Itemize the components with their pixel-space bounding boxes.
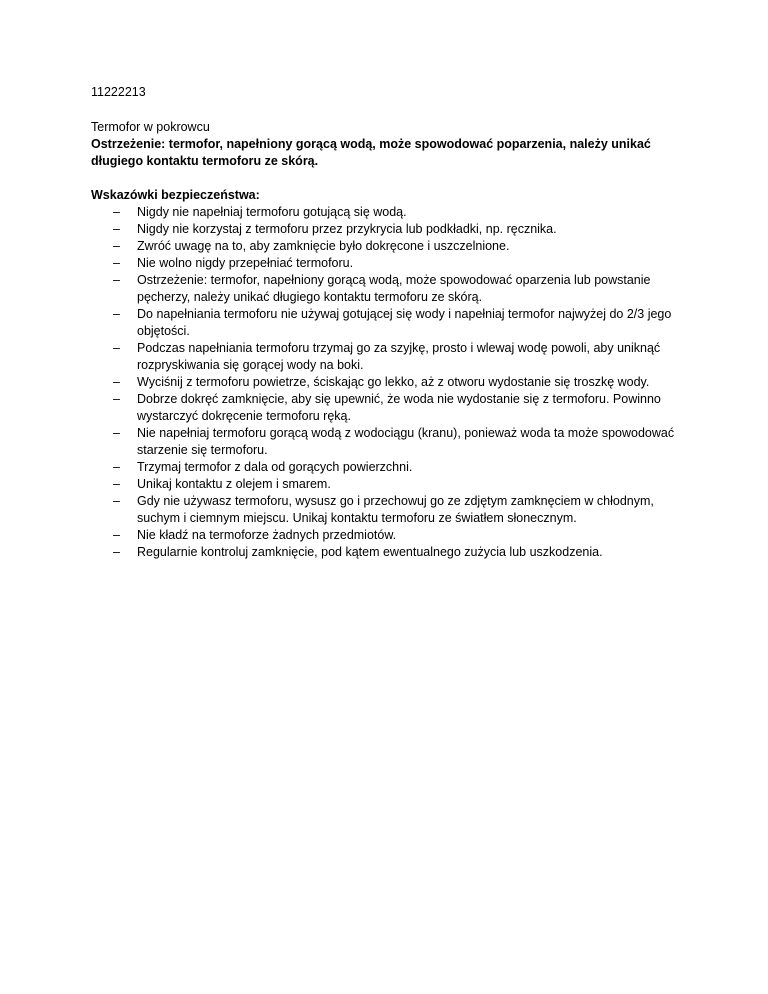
bullet-dash: –: [113, 256, 120, 270]
bullet-dash: –: [113, 477, 120, 491]
list-item-text: Unikaj kontaktu z olejem i smarem.: [137, 477, 331, 491]
list-item-text: Gdy nie używasz termoforu, wysusz go i przechowuj go ze zdjętym zamknęciem w chłodnym, suchym i ciemnym miejscu. Unikaj kontaktu termoforu ze światłem słonecznym.: [137, 494, 654, 525]
warning-text: Ostrzeżenie: termofor, napełniony gorącą wodą, może spowodować poparzenia, należy unikać długiego kontaktu termoforu ze skórą.: [91, 137, 651, 168]
bullet-dash: –: [113, 528, 120, 542]
list-item: [91, 238, 691, 255]
list-item: [91, 255, 691, 272]
bullet-dash: –: [113, 222, 120, 236]
bullet-dash: –: [113, 426, 120, 440]
list-item-text: Do napełniania termoforu nie używaj gotującej się wody i napełniaj termofor najwyżej do 2/3 jego objętości.: [137, 307, 672, 338]
bullet-dash: –: [113, 494, 120, 508]
list-item: [91, 476, 691, 493]
bullet-dash: –: [113, 392, 120, 406]
list-item-text: Regularnie kontroluj zamknięcie, pod kątem ewentualnego zużycia lub uszkodzenia.: [137, 545, 603, 559]
safety-list: [91, 204, 691, 561]
document-number: 11222213: [91, 85, 146, 99]
bullet-dash: –: [113, 307, 120, 321]
bullet-dash: –: [113, 375, 120, 389]
list-item: [91, 374, 691, 391]
list-item: [91, 425, 691, 459]
bullet-dash: –: [113, 273, 120, 287]
bullet-dash: –: [113, 341, 120, 355]
list-item: [91, 272, 691, 306]
list-item-text: Nie napełniaj termoforu gorącą wodą z wodociągu (kranu), ponieważ woda ta może spowodować starzenie się termoforu.: [137, 426, 675, 457]
list-item-text: Dobrze dokręć zamknięcie, aby się upewnić, że woda nie wydostanie się z termoforu. Powinno wystarczyć dokręcenie termoforu ręką.: [137, 392, 661, 423]
list-item-text: Nie kładź na termoforze żadnych przedmiotów.: [137, 528, 397, 542]
document-content: [91, 84, 691, 561]
list-item-text: Podczas napełniania termoforu trzymaj go za szyjkę, prosto i wlewaj wodę powoli, aby uniknąć rozpryskiwania się gorącej wody na boki.: [137, 341, 661, 372]
list-item: [91, 391, 691, 425]
list-item: [91, 340, 691, 374]
list-item: [91, 544, 691, 561]
list-item-text: Nie wolno nigdy przepełniać termoforu.: [137, 256, 354, 270]
list-item: [91, 204, 691, 221]
list-item: [91, 221, 691, 238]
list-item: [91, 306, 691, 340]
list-item: [91, 459, 691, 476]
list-item-text: Zwróć uwagę na to, aby zamknięcie było dokręcone i uszczelnione.: [137, 239, 510, 253]
product-name: Termofor w pokrowcu: [91, 120, 210, 134]
bullet-dash: –: [113, 545, 120, 559]
list-item: [91, 527, 691, 544]
safety-heading: Wskazówki bezpieczeństwa:: [91, 188, 260, 202]
list-item-text: Nigdy nie korzystaj z termoforu przez przykrycia lub podkładki, np. ręcznika.: [137, 222, 557, 236]
bullet-dash: –: [113, 205, 120, 219]
list-item: [91, 493, 691, 527]
list-item-text: Wyciśnij z termoforu powietrze, ściskając go lekko, aż z otworu wydostanie się troszkę wody.: [137, 375, 650, 389]
bullet-dash: –: [113, 239, 120, 253]
bullet-dash: –: [113, 460, 120, 474]
list-item-text: Nigdy nie napełniaj termoforu gotującą się wodą.: [137, 205, 407, 219]
list-item-text: Ostrzeżenie: termofor, napełniony gorącą wodą, może spowodować oparzenia lub powstanie pęcherzy, należy unikać długiego kontaktu termoforu ze skórą.: [137, 273, 651, 304]
list-item-text: Trzymaj termofor z dala od gorących powierzchni.: [137, 460, 413, 474]
